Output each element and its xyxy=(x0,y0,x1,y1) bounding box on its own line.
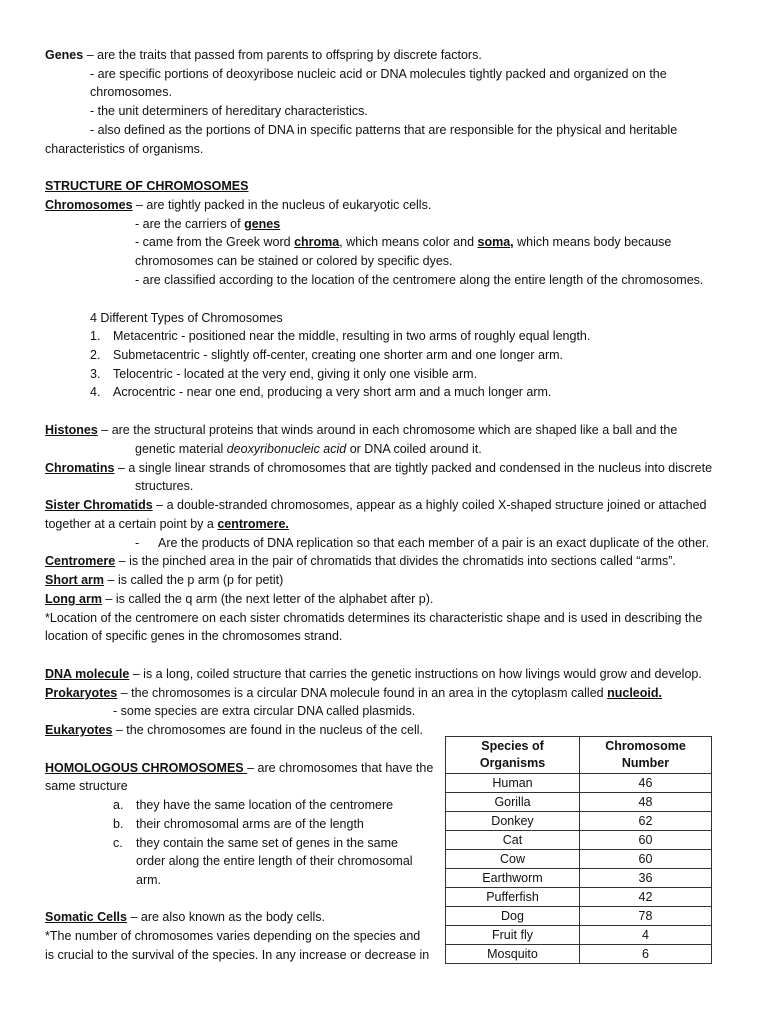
prokaryotes-line xyxy=(45,684,662,702)
histones-italic: deoxyribonucleic acid xyxy=(226,442,347,456)
nucleoid-term: nucleoid. xyxy=(607,686,662,700)
table-row xyxy=(446,850,712,869)
table-row xyxy=(446,774,712,793)
number-cell: 78 xyxy=(580,907,712,926)
eukaryotes-line xyxy=(45,721,423,739)
histones-pre: genetic material xyxy=(135,442,227,456)
homologous-line-2: same structure xyxy=(45,779,128,793)
list-text: Submetacentric - slightly off-center, creating one shorter arm and one longer arm. xyxy=(113,348,563,362)
prokaryotes-term: Prokaryotes xyxy=(45,686,118,700)
carriers-line xyxy=(135,215,280,233)
genes-line xyxy=(45,46,482,64)
sister-term: Sister Chromatids xyxy=(45,498,153,512)
centromere-def: – is the pinched area in the pair of chromatids that divides the chromatids into sections called “arms”. xyxy=(115,554,676,568)
number-cell: 48 xyxy=(580,793,712,812)
species-header xyxy=(446,737,580,774)
histones-term: Histones xyxy=(45,423,98,437)
long-arm-def: – is called the q arm (the next letter of the alphabet after p). xyxy=(101,592,434,606)
list-letter: c. xyxy=(113,836,123,850)
list-text: Metacentric - positioned near the middle, resulting in two arms of roughly equal length. xyxy=(113,329,591,343)
table-row xyxy=(446,888,712,907)
chromosome-table xyxy=(445,736,712,964)
histones-post: or DNA coiled around it. xyxy=(346,442,482,456)
chromatins-line-2: structures. xyxy=(135,479,194,493)
list-text: they contain the same set of genes in the same xyxy=(136,836,398,850)
location-note: *Location of the centromere on each sister chromatids determines its characteristic shape and is used in describing the xyxy=(45,611,703,625)
chromatins-def: – a single linear strands of chromosomes that are tightly packed and condensed in the nucleus into discrete xyxy=(114,461,713,475)
number-cell: 60 xyxy=(580,850,712,869)
genes-term-link: genes xyxy=(244,217,281,231)
species-cell: Mosquito xyxy=(446,945,580,964)
greek-post: which means body because xyxy=(513,235,672,249)
long-arm-line xyxy=(45,590,433,608)
somatic-line xyxy=(45,908,325,926)
species-cell: Human xyxy=(446,774,580,793)
greek-line-2: chromosomes can be stained or colored by specific dyes. xyxy=(135,254,453,268)
genes-line-6: characteristics of organisms. xyxy=(45,142,204,156)
species-cell: Pufferfish xyxy=(446,888,580,907)
list-number: 1. xyxy=(90,329,101,343)
carriers-pre: - are the carriers of xyxy=(135,217,245,231)
genes-line-4: - the unit determiners of hereditary characteristics. xyxy=(90,104,368,118)
number-cell: 46 xyxy=(580,774,712,793)
homologous-line xyxy=(45,759,433,777)
header-text: Organisms xyxy=(479,756,546,770)
homologous-def: – are chromosomes that have the xyxy=(247,761,434,775)
sister-pre: together at a certain point by a xyxy=(45,517,218,531)
prokaryotes-def: – the chromosomes is a circular DNA molecule found in an area in the cytoplasm called xyxy=(117,686,608,700)
short-arm-def: – is called the p arm (p for petit) xyxy=(104,573,284,587)
list-text: Telocentric - located at the very end, giving it only one visible arm. xyxy=(113,367,478,381)
table-row xyxy=(446,945,712,964)
chromosome-number-header xyxy=(580,737,712,774)
number-cell: 4 xyxy=(580,926,712,945)
list-letter: b. xyxy=(113,817,124,831)
long-arm-term: Long arm xyxy=(45,592,102,606)
structure-heading: STRUCTURE OF CHROMOSOMES xyxy=(45,179,249,193)
list-number: 2. xyxy=(90,348,101,362)
chroma-term: chroma xyxy=(294,235,340,249)
table-row xyxy=(446,812,712,831)
genes-line-2: - are specific portions of deoxyribose nucleic acid or DNA molecules tightly packed and organized on the xyxy=(90,67,667,81)
chromatins-line xyxy=(45,459,712,477)
species-cell: Donkey xyxy=(446,812,580,831)
somatic-line-2: *The number of chromosomes varies depending on the species and xyxy=(45,929,421,943)
header-text: Number xyxy=(621,756,670,770)
list-text: they have the same location of the centromere xyxy=(136,798,394,812)
chromatins-term: Chromatins xyxy=(45,461,115,475)
sister-line xyxy=(45,496,706,514)
somatic-term: Somatic Cells xyxy=(45,910,127,924)
species-cell: Cow xyxy=(446,850,580,869)
eukaryotes-def: – the chromosomes are found in the nucleus of the cell. xyxy=(112,723,424,737)
genes-line-5: - also defined as the portions of DNA in specific patterns that are responsible for the physical and heritable xyxy=(90,123,678,137)
eukaryotes-term: Eukaryotes xyxy=(45,723,113,737)
species-cell: Fruit fly xyxy=(446,926,580,945)
homologous-item-c-2: order along the entire length of their chromosomal xyxy=(136,854,413,868)
greek-pre: - came from the Greek word xyxy=(135,235,295,249)
sister-bullet: - xyxy=(135,536,140,550)
species-cell: Dog xyxy=(446,907,580,926)
homologous-item-c-3: arm. xyxy=(136,873,161,887)
dna-line xyxy=(45,665,702,683)
header-text: Species of xyxy=(481,739,544,753)
types-heading: 4 Different Types of Chromosomes xyxy=(90,311,283,325)
genes-term: Genes xyxy=(45,48,84,62)
somatic-def: – are also known as the body cells. xyxy=(126,910,326,924)
chromosomes-line xyxy=(45,196,431,214)
table-row xyxy=(446,907,712,926)
short-arm-line xyxy=(45,571,283,589)
location-note-2: location of specific genes in the chromosomes strand. xyxy=(45,629,343,643)
species-cell: Earthworm xyxy=(446,869,580,888)
soma-term: soma, xyxy=(477,235,514,249)
dna-term: DNA molecule xyxy=(45,667,130,681)
centromere-term: Centromere xyxy=(45,554,116,568)
sister-line-2 xyxy=(45,515,289,533)
centromere-line xyxy=(45,552,676,570)
list-text: their chromosomal arms are of the length xyxy=(136,817,364,831)
histones-def: – are the structural proteins that winds around in each chromosome which are shaped like a ball and the xyxy=(97,423,678,437)
chromosomes-def: – are tightly packed in the nucleus of eukaryotic cells. xyxy=(132,198,432,212)
number-cell: 6 xyxy=(580,945,712,964)
species-cell: Cat xyxy=(446,831,580,850)
dna-def: – is a long, coiled structure that carries the genetic instructions on how livings would grow and develop. xyxy=(129,667,702,681)
somatic-line-3: is crucial to the survival of the species. In any increase or decrease in xyxy=(45,948,430,962)
list-letter: a. xyxy=(113,798,124,812)
chromosomes-term: Chromosomes xyxy=(45,198,133,212)
genes-def: – are the traits that passed from parents to offspring by discrete factors. xyxy=(83,48,482,62)
number-cell: 62 xyxy=(580,812,712,831)
prokaryotes-line-2: - some species are extra circular DNA called plasmids. xyxy=(113,704,416,718)
greek-line xyxy=(135,233,671,251)
sister-def: – a double-stranded chromosomes, appear as a highly coiled X-shaped structure joined or attached xyxy=(152,498,707,512)
table-header-row xyxy=(446,737,712,774)
table-row xyxy=(446,926,712,945)
species-cell: Gorilla xyxy=(446,793,580,812)
sister-bullet-text: Are the products of DNA replication so that each member of a pair is an exact duplicate of the other. xyxy=(158,536,710,550)
number-cell: 42 xyxy=(580,888,712,907)
short-arm-term: Short arm xyxy=(45,573,105,587)
table-row xyxy=(446,793,712,812)
homologous-term: HOMOLOGOUS CHROMOSOMES xyxy=(45,761,248,775)
table-row xyxy=(446,831,712,850)
number-cell: 60 xyxy=(580,831,712,850)
number-cell: 36 xyxy=(580,869,712,888)
genes-line-3: chromosomes. xyxy=(90,85,172,99)
list-number: 4. xyxy=(90,385,101,399)
histones-line xyxy=(45,421,677,439)
classified-line: - are classified according to the location of the centromere along the entire length of the chromosomes. xyxy=(135,273,704,287)
greek-mid: , which means color and xyxy=(339,235,478,249)
centromere-term-inline: centromere. xyxy=(217,517,289,531)
list-number: 3. xyxy=(90,367,101,381)
histones-line-2 xyxy=(135,440,482,458)
header-text: Chromosome xyxy=(605,739,686,753)
list-text: Acrocentric - near one end, producing a very short arm and a much longer arm. xyxy=(113,385,552,399)
table-row xyxy=(446,869,712,888)
